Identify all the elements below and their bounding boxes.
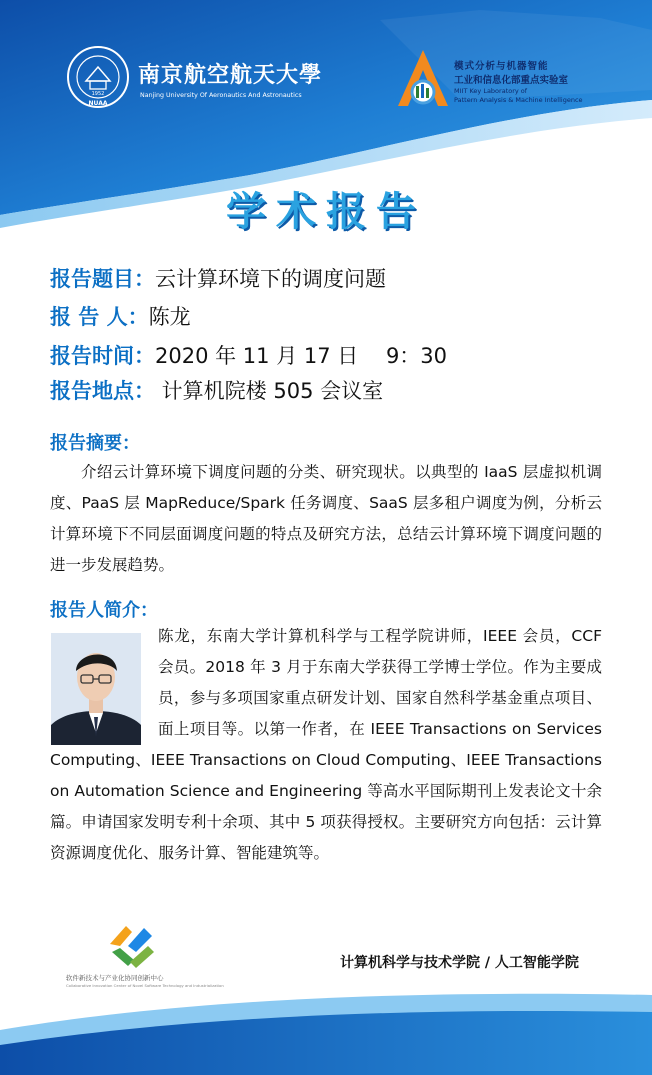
info-row-place <box>50 375 383 405</box>
innovation-center-name-cn: 软件新技术与产业化协同创新中心 <box>66 974 164 982</box>
bio-heading: 报告人简介： <box>50 600 158 621</box>
topic-value: 云计算环境下的调度问题 <box>155 267 386 291</box>
info-row-topic <box>50 263 386 293</box>
innovation-center-name-en: Collaborative Innovation Center of Novel Software Technology and Industrialization <box>66 983 224 988</box>
lab-name-line2: 工业和信息化部重点实验室 <box>454 75 569 86</box>
lab-logo-icon <box>396 48 450 110</box>
speaker-value: 陈龙 <box>148 305 191 329</box>
footer-background <box>0 990 652 1075</box>
innovation-center-logo-icon <box>100 922 160 968</box>
topic-label: 报告题目： <box>50 267 155 291</box>
info-row-time <box>50 340 447 370</box>
info-row-speaker <box>50 301 191 331</box>
time-value: 2020 年 11 月 17 日 9：30 <box>155 344 448 368</box>
header-logos <box>0 0 652 140</box>
lab-name-en-line1: MIIT Key Laboratory of <box>454 87 528 95</box>
department-name: 计算机科学与技术学院 / 人工智能学院 <box>340 955 579 971</box>
abstract-heading: 报告摘要： <box>50 433 140 454</box>
seal-text: NUAA <box>88 100 108 107</box>
university-name-cn: 南京航空航天大學 <box>138 62 323 88</box>
lab-name-line1: 模式分析与机器智能 <box>454 61 549 72</box>
lab-name-en-line2: Pattern Analysis & Machine Intelligence <box>454 96 583 104</box>
bio-photo-spacer <box>50 621 158 745</box>
place-value: 计算机院楼 505 会议室 <box>155 379 384 403</box>
abstract-text: 介绍云计算环境下调度问题的分类、研究现状。以典型的 IaaS 层虚拟机调度、PaaS 层 MapReduce/Spark 任务调度、SaaS 层多租户调度为例，分析云计算环境下不同层面调度问题的特点及研究方法，总结云计算环境下调度问题的进一步发展趋势。 <box>50 463 602 574</box>
bio-text: 陈龙，东南大学计算机科学与工程学院讲师，IEEE 会员，CCF 会员。2018 年 3 月于东南大学获得工学博士学位。作为主要成员，参与多项国家重点研发计划、国家自然科学基金重点项目、面上项目等。以第一作者，在 IEEE Transactions on Services Computing、IEEE Transactions on Cloud Computing、IEEE Transactions on Automation Science and Engineering 等高水平国际期刊上发表论文十余篇。申请国家发明专利十余项、其中 5 项获得授权。主要研究方向包括：云计算资源调度优化、服务计算、智能建筑等。 <box>50 627 602 862</box>
time-label: 报告时间： <box>50 344 155 368</box>
speaker-label: 报 告 人： <box>50 305 149 329</box>
university-seal-icon <box>66 45 130 109</box>
place-label: 报告地点： <box>50 379 155 403</box>
university-name-en: Nanjing University Of Aeronautics And Astronautics <box>140 92 302 99</box>
seal-year: 1952 <box>91 91 105 97</box>
page-title: 学术报告 <box>226 188 426 235</box>
bio-block <box>50 621 602 869</box>
